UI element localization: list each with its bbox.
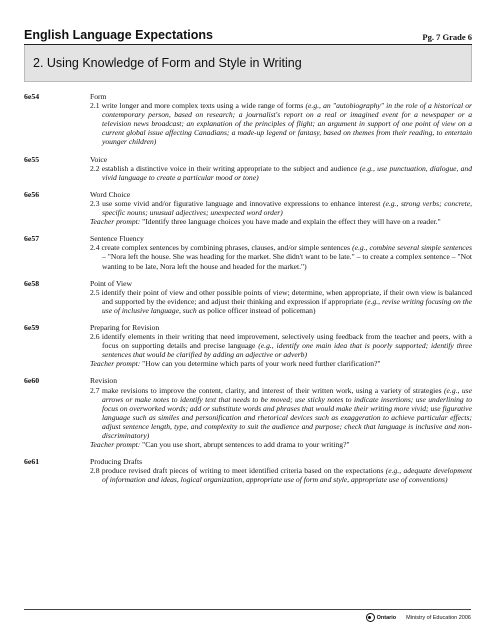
expectation-tail: "Nora left the house. She was heading for the market. She didn't want to be late." – to create a complex sentence – "Not wanting to be late, Nora left the house and headed for the market.") <box>102 252 472 271</box>
teacher-prompt <box>90 359 472 368</box>
teacher-prompt-label: Teacher prompt: <box>90 359 141 369</box>
expectation-text <box>90 288 472 315</box>
expectations-list <box>24 92 472 484</box>
expectation-code: 6e55 <box>24 154 40 164</box>
expectation-main: 2.3 use some vivid and/or figurative language and innovative expressions to enhance interest <box>90 198 383 208</box>
footer-divider <box>24 609 471 610</box>
teacher-prompt <box>90 440 472 449</box>
expectation-content <box>90 155 472 182</box>
expectation-code: 6e61 <box>24 457 40 467</box>
expectation-item <box>24 323 472 368</box>
expectation-heading: Producing Drafts <box>90 457 143 467</box>
expectation-content <box>90 279 472 315</box>
expectation-example: (e.g., an "autobiography" in the role of a historical or contemporary person, based on research; a journalist's report on a real or imagined event for a newspaper or a television news broadcast; an explanation of the principles of flight; an argument in support of one point of view on a current global issue affecting Canadians; a made-up legend or fantasy, based on themes from their reading, to entertain younger children) <box>102 101 472 147</box>
expectation-heading: Point of View <box>90 278 133 288</box>
expectation-example: (e.g., combine several simple sentences – <box>102 243 473 262</box>
expectation-item <box>24 457 472 484</box>
expectation-content <box>90 190 472 226</box>
expectation-content <box>90 376 472 449</box>
expectation-text <box>90 332 472 359</box>
expectation-main: 2.6 identify elements in their writing that need improvement, selectively using feedback from the teacher and peers, with a focus on supporting details and precise language <box>90 332 472 351</box>
expectation-main: 2.1 write longer and more complex texts using a wide range of forms <box>90 101 306 111</box>
footer-credit: Ministry of Education 2006 <box>406 614 471 621</box>
expectation-text <box>90 101 472 146</box>
expectation-code: 6e57 <box>24 234 40 244</box>
expectation-example: (e.g., identify one main idea that is poorly supported; identify three sentences that would be clarified by adding an adjective or adverb) <box>102 341 473 360</box>
expectation-content <box>90 234 472 270</box>
page-footer <box>366 613 471 622</box>
expectation-code: 6e58 <box>24 278 40 288</box>
expectation-item <box>24 234 472 270</box>
expectation-code: 6e54 <box>24 92 40 101</box>
expectation-text <box>90 466 472 484</box>
teacher-prompt-text: "Can you use short, abrupt sentences to add drama to your writing?" <box>140 440 350 450</box>
teacher-prompt-label: Teacher prompt: <box>90 440 141 450</box>
expectation-content <box>90 457 472 484</box>
expectation-main: 2.5 identify their point of view and other possible points of view; determine, when appropriate, if their own view is balanced and supported by the evidence; and adjust their thinking and expression if appropriate <box>90 287 472 306</box>
expectation-heading: Preparing for Revision <box>90 322 160 332</box>
section-title: 2. Using Knowledge of Form and Style in Writing <box>33 56 302 70</box>
expectation-heading: Voice <box>90 154 108 164</box>
trillium-icon <box>366 613 375 622</box>
expectation-heading: Revision <box>90 376 118 386</box>
expectation-item <box>24 190 472 226</box>
section-banner <box>24 45 472 82</box>
expectation-content <box>90 323 472 368</box>
expectation-tail: police officer instead of policeman) <box>205 305 316 315</box>
expectation-text <box>90 243 472 270</box>
expectation-main: 2.8 produce revised draft pieces of writing to meet identified criteria based on the expectations <box>90 466 386 476</box>
expectation-example: (e.g., strong verbs; concrete, specific nouns; unusual adjectives; unexpected word order) <box>102 198 473 218</box>
expectation-content <box>90 92 472 147</box>
expectation-item <box>24 92 472 147</box>
page-info: Pg. 7 Grade 6 <box>422 32 472 42</box>
expectation-example: (e.g., revise writing focusing on the use of inclusive language, such as <box>102 296 472 315</box>
expectation-main: 2.7 make revisions to improve the content, clarity, and interest of their written work, using a variety of strategies <box>90 385 445 395</box>
logo-text: Ontario <box>376 614 397 621</box>
teacher-prompt-text: "How can you determine which parts of your work need further clarification?" <box>140 359 381 369</box>
expectation-example: (e.g., use punctuation, dialogue, and vivid language to create a particular mood or tone) <box>102 163 472 182</box>
expectation-code: 6e56 <box>24 189 40 199</box>
teacher-prompt-text: "Identify three language choices you have made and explain the effect they will have on a reader." <box>140 217 441 227</box>
expectation-item <box>24 376 472 449</box>
expectation-item <box>24 155 472 182</box>
ontario-logo <box>366 613 397 622</box>
expectation-main: 2.2 establish a distinctive voice in their writing appropriate to the subject and audience <box>90 163 360 173</box>
expectation-example: (e.g., use arrows or make notes to identify text that needs to be moved; use sticky notes to indicate insertions; use underlining to focus on overworked words; add or substitute words and phrases that would make their writing more vivid; use figurative language such as similes and personification and rhetorical devices such as exaggeration to achieve particular effects; adjust sentence length, type, and complexity to suit the audience and purpose; check that language is inclusive and non-discriminatory) <box>102 385 473 440</box>
page-header <box>24 28 472 45</box>
teacher-prompt-label: Teacher prompt: <box>90 217 141 227</box>
expectation-text <box>90 199 472 217</box>
expectation-main: 2.4 create complex sentences by combining phrases, clauses, and/or simple sentences <box>90 243 353 253</box>
teacher-prompt <box>90 217 472 226</box>
expectation-example: (e.g., adequate development of information and ideas, logical organization, appropriate use of form and style, appropriate use of conventions) <box>102 466 472 485</box>
document-page <box>24 28 472 492</box>
document-title: English Language Expectations <box>24 28 213 42</box>
expectation-heading: Sentence Fluency <box>90 234 144 244</box>
expectation-text <box>90 164 472 182</box>
expectation-heading: Word Choice <box>90 189 131 199</box>
expectation-code: 6e60 <box>24 376 40 386</box>
expectation-heading: Form <box>90 92 107 101</box>
expectation-text <box>90 386 472 441</box>
expectation-item <box>24 279 472 315</box>
expectation-code: 6e59 <box>24 322 40 332</box>
